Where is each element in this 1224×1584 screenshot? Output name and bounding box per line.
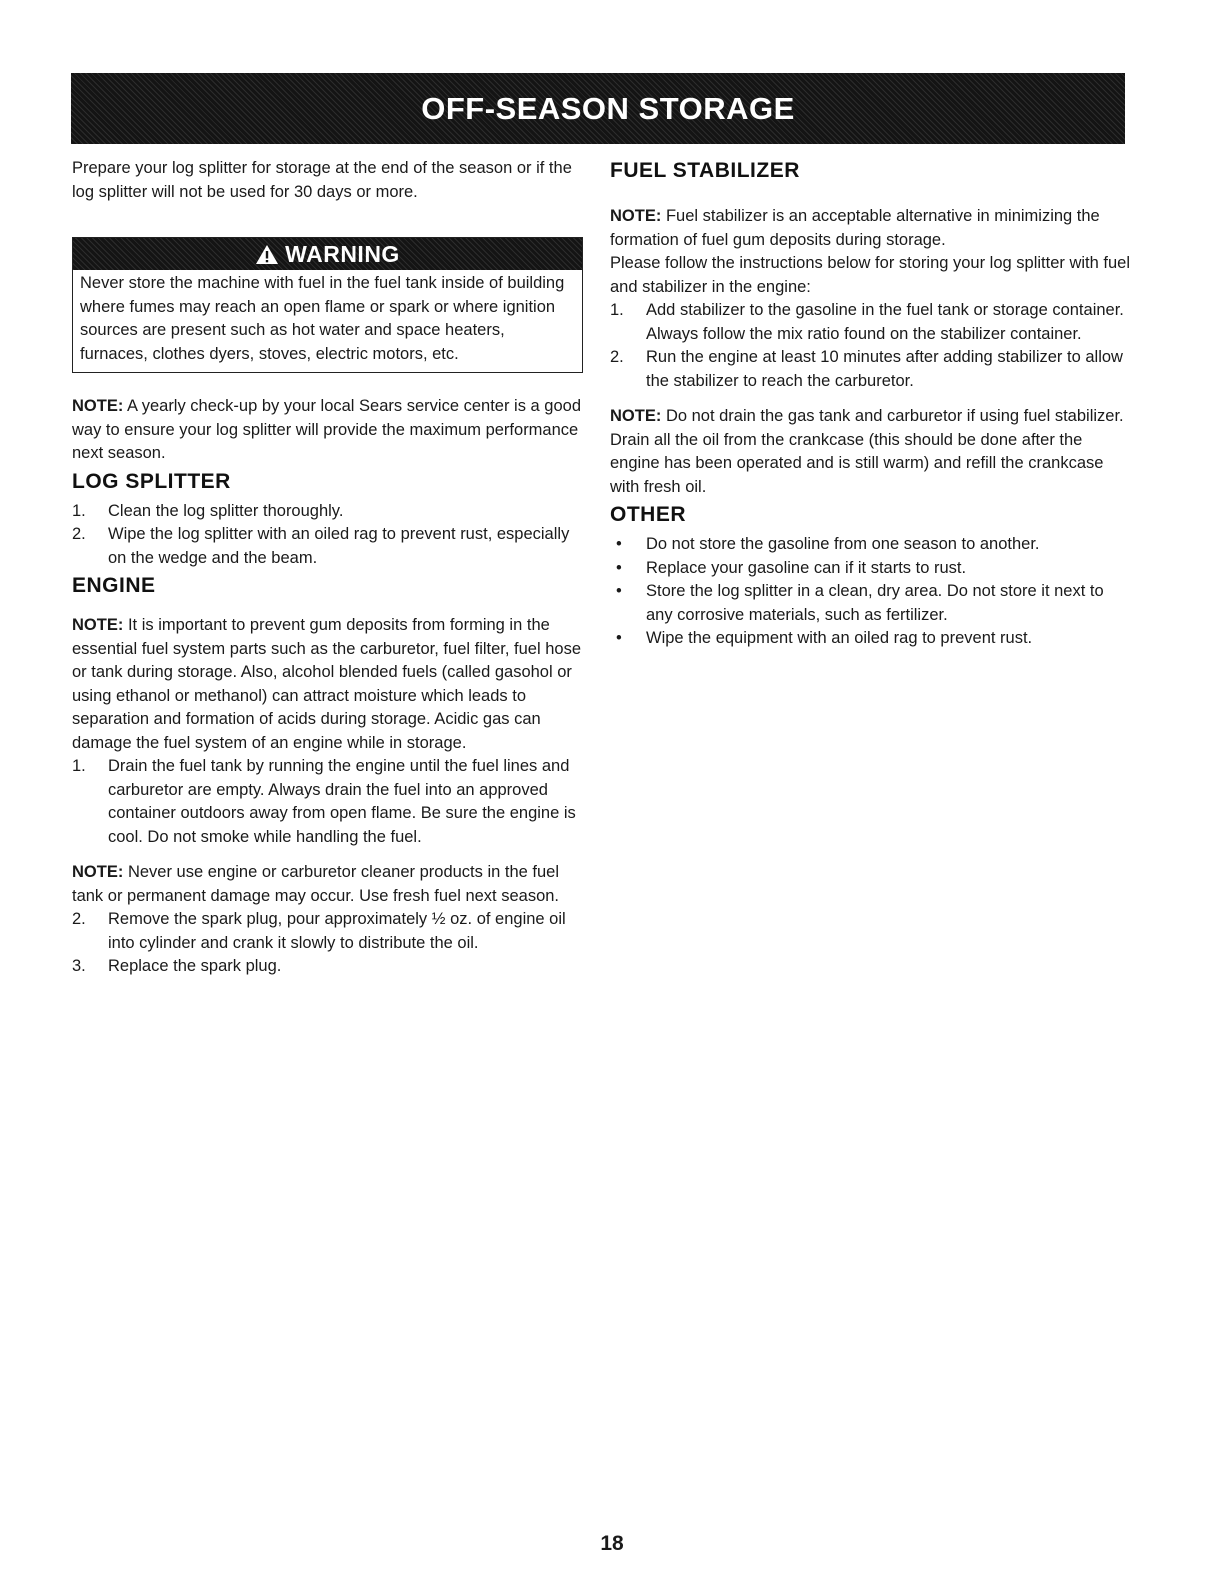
step-text: Wipe the log splitter with an oiled rag to prevent rust, especially on the wedge and the beam.	[108, 525, 570, 567]
note-label: NOTE:	[72, 397, 124, 415]
bullet-icon: •	[616, 582, 622, 600]
note-gum-deposits	[72, 614, 587, 755]
step-text: Remove the spark plug, pour approximately ½ oz. of engine oil into cylinder and crank it slowly to distribute the oil.	[108, 910, 566, 952]
other-bullets	[610, 533, 1130, 651]
note-label: NOTE:	[72, 616, 124, 634]
warning-title: WARNING	[285, 240, 400, 267]
step-number: 1.	[610, 301, 624, 319]
list-item	[72, 955, 587, 979]
bullet-icon: •	[616, 629, 622, 647]
note-text: It is important to prevent gum deposits from forming in the essential fuel system parts such as the carburetor, fuel filter, fuel hose or tank during storage. Also, alcohol blended fuels (called gasohol or using ethanol or methanol) can attract moisture which leads to separation and formation of acids during storage. Acidic gas can damage the fuel system of an engine while in storage.	[72, 616, 582, 752]
list-item	[610, 557, 1130, 581]
title-banner	[71, 73, 1125, 144]
fuel-stabilizer-heading: FUEL STABILIZER	[610, 159, 800, 182]
list-item	[610, 346, 1130, 393]
bullet-text: Replace your gasoline can if it starts to rust.	[646, 558, 967, 577]
step-number: 1.	[72, 501, 86, 520]
step-number: 2.	[72, 525, 86, 543]
warning-box	[72, 237, 583, 373]
engine-heading: ENGINE	[72, 574, 156, 597]
engine-steps-first	[72, 755, 587, 849]
list-item	[72, 908, 587, 955]
warning-triangle-icon	[255, 244, 279, 265]
warning-text: Never store the machine with fuel in the fuel tank inside of building where fumes may reach an open flame or spark or where ignition sources are present such as hot water and space heaters, furnaces, clothes dyers, stoves, electric motors, etc.	[80, 274, 565, 363]
engine-steps-second	[72, 908, 587, 979]
step-text: Clean the log splitter thoroughly.	[108, 501, 344, 520]
bullet-text: Store the log splitter in a clean, dry area. Do not store it next to any corrosive materials, such as fertilizer.	[646, 582, 1104, 624]
note-label: NOTE:	[610, 407, 662, 425]
left-column	[72, 157, 587, 979]
list-item	[610, 533, 1130, 557]
bullet-text: Do not store the gasoline from one season to another.	[646, 535, 1040, 553]
step-number: 2.	[610, 348, 624, 366]
list-item	[610, 627, 1130, 651]
list-item	[72, 755, 587, 849]
bullet-text: Wipe the equipment with an oiled rag to prevent rust.	[646, 629, 1033, 647]
note-text: Never use engine or carburetor cleaner products in the fuel tank or permanent damage may occur. Use fresh fuel next season.	[72, 863, 560, 905]
list-item	[72, 523, 587, 570]
warning-header	[73, 238, 582, 270]
step-text: Drain the fuel tank by running the engine until the fuel lines and carburetor are empty. Always drain the fuel into an approved container outdoors away from open flame. Be sure the engine is cool. Do not smoke while handling the fuel.	[108, 757, 576, 846]
step-number: 1.	[72, 757, 86, 775]
bullet-icon: •	[616, 558, 622, 577]
page-number: 18	[600, 1532, 624, 1555]
note-text: A yearly check-up by your local Sears service center is a good way to ensure your log splitter will provide the maximum performance next season.	[72, 397, 581, 462]
log-splitter-steps	[72, 500, 587, 571]
other-heading: OTHER	[610, 503, 686, 526]
note-drain-gas-tank	[610, 405, 1130, 499]
stabilizer-instructions-intro: Please follow the instructions below for storing your log splitter with fuel and stabilizer in the engine:	[610, 254, 1130, 296]
note-label: NOTE:	[72, 863, 124, 881]
step-number: 3.	[72, 957, 86, 975]
stabilizer-steps	[610, 299, 1130, 393]
list-item	[72, 500, 587, 524]
step-number: 2.	[72, 910, 86, 928]
step-text: Replace the spark plug.	[108, 957, 282, 975]
note-text: Do not drain the gas tank and carburetor if using fuel stabilizer. Drain all the oil from the crankcase (this should be done after the engine has been operated and is still warm) and refill the crankcase with fresh oil.	[610, 407, 1124, 496]
page-title: OFF-SEASON STORAGE	[421, 90, 795, 126]
intro-paragraph: Prepare your log splitter for storage at the end of the season or if the log splitter will not be used for 30 days or more.	[72, 159, 572, 201]
bullet-icon: •	[616, 535, 622, 553]
note-label: NOTE:	[610, 207, 662, 225]
note-cleaner-products	[72, 861, 587, 908]
list-item	[610, 580, 1130, 627]
log-splitter-heading: LOG SPLITTER	[72, 469, 231, 493]
note-fuel-stabilizer	[610, 205, 1130, 252]
step-text: Add stabilizer to the gasoline in the fuel tank or storage container. Always follow the mix ratio found on the stabilizer container.	[646, 301, 1124, 343]
note-yearly-checkup	[72, 395, 587, 466]
list-item	[610, 299, 1130, 346]
right-column	[610, 157, 1130, 651]
note-text: Fuel stabilizer is an acceptable alternative in minimizing the formation of fuel gum deposits during storage.	[610, 207, 1100, 249]
step-text: Run the engine at least 10 minutes after adding stabilizer to allow the stabilizer to reach the carburetor.	[646, 348, 1123, 390]
